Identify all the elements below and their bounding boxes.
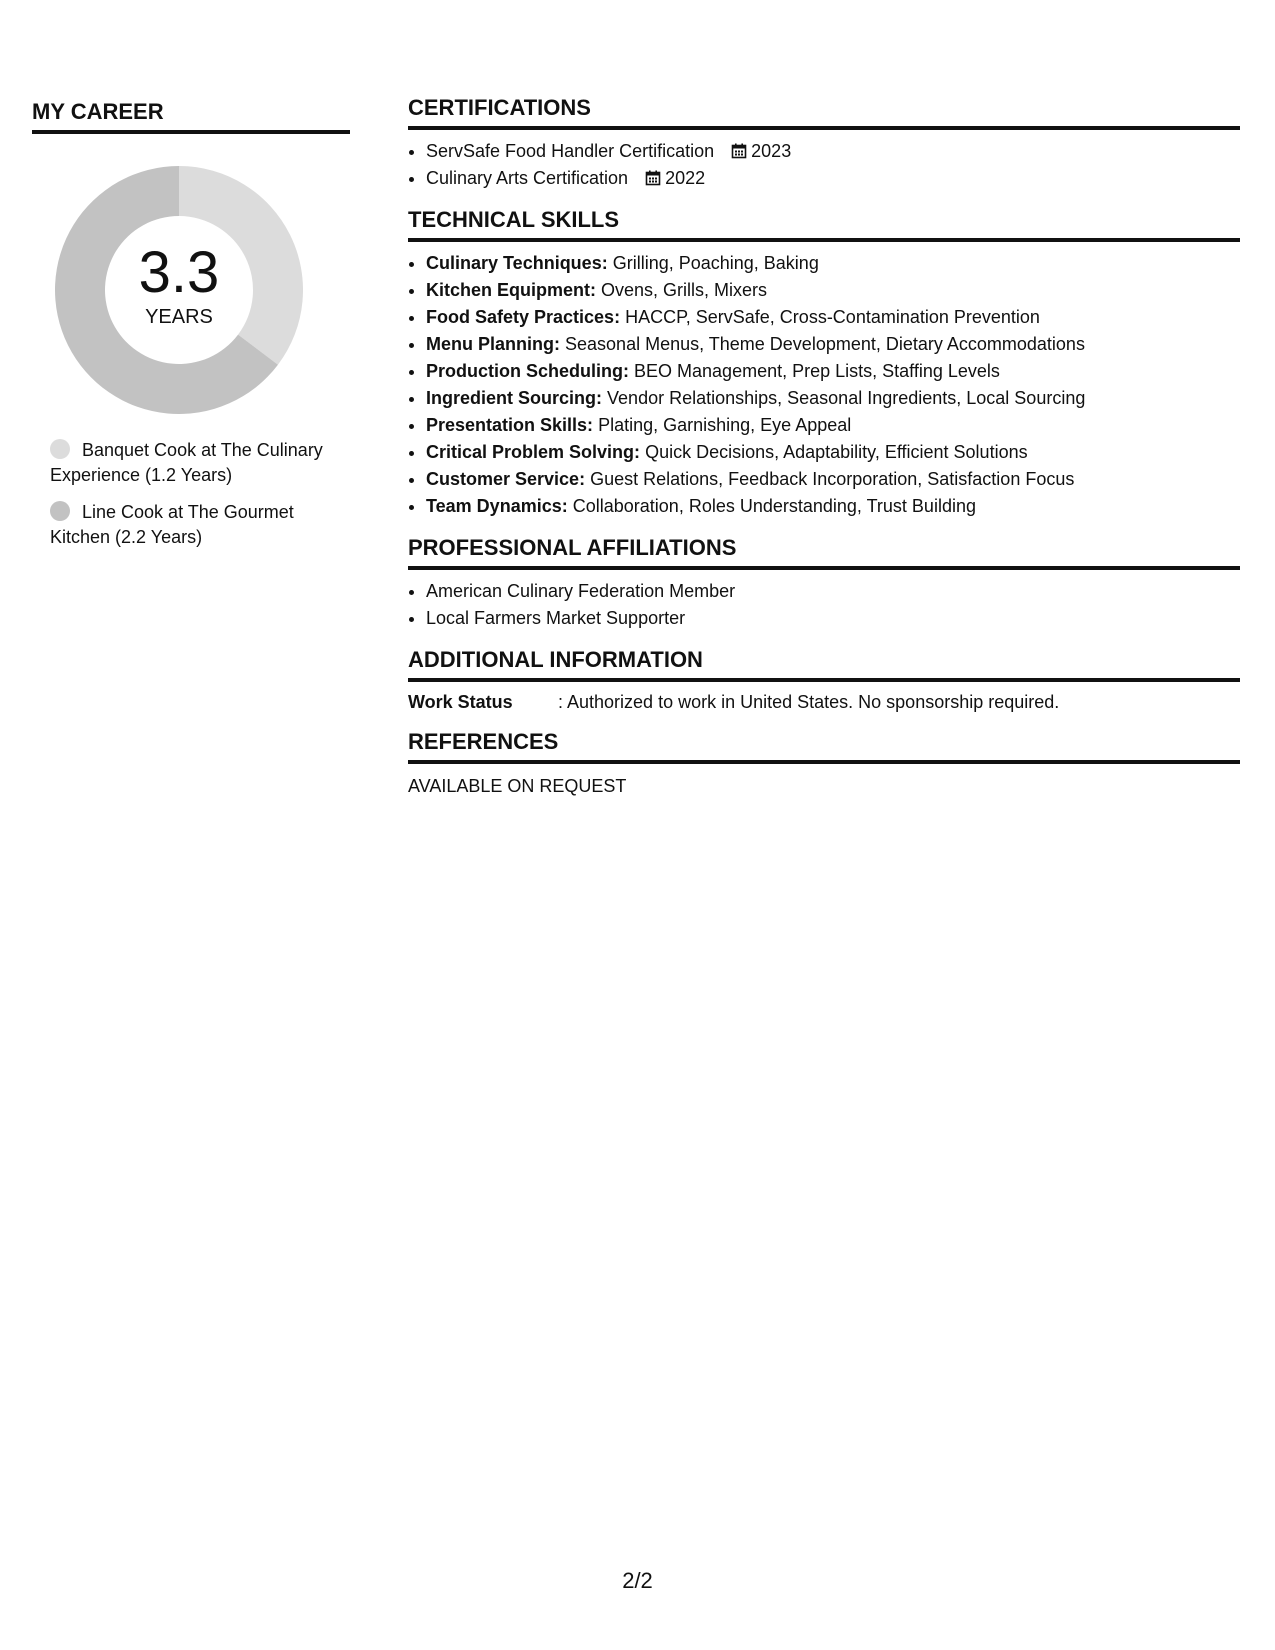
skill-value: Grilling, Poaching, Baking bbox=[612, 253, 819, 273]
certification-item bbox=[426, 138, 1240, 165]
skill-item bbox=[426, 466, 1240, 493]
donut-center bbox=[55, 166, 303, 414]
total-years-unit: YEARS bbox=[145, 305, 213, 328]
skill-value: BEO Management, Prep Lists, Staffing Levels bbox=[634, 361, 1000, 381]
skill-item bbox=[426, 439, 1240, 466]
work-status-value: : Authorized to work in United States. No sponsorship required. bbox=[558, 692, 1060, 712]
technical-skills-heading: TECHNICAL SKILLS bbox=[408, 208, 1240, 242]
additional-info-section bbox=[408, 648, 1240, 714]
career-heading: MY CAREER bbox=[32, 100, 350, 134]
skill-value: Ovens, Grills, Mixers bbox=[601, 280, 768, 300]
skill-value: Guest Relations, Feedback Incorporation, Satisfaction Focus bbox=[590, 469, 1075, 489]
technical-skills-section bbox=[408, 208, 1240, 520]
skill-value: HACCP, ServSafe, Cross-Contamination Prevention bbox=[625, 307, 1040, 327]
legend-item bbox=[50, 500, 340, 550]
certification-name: ServSafe Food Handler Certification bbox=[426, 141, 715, 161]
page-number: 2/2 bbox=[622, 1568, 653, 1593]
skill-item bbox=[426, 493, 1240, 520]
skill-label: Production Scheduling: bbox=[426, 361, 629, 381]
certification-year: 2022 bbox=[665, 168, 706, 188]
right-column bbox=[408, 96, 1240, 814]
skill-label: Menu Planning: bbox=[426, 334, 560, 354]
skill-item bbox=[426, 250, 1240, 277]
technical-skills-list bbox=[408, 250, 1240, 520]
references-section bbox=[408, 730, 1240, 798]
calendar-icon bbox=[731, 143, 747, 159]
left-column bbox=[32, 96, 350, 562]
skill-label: Culinary Techniques: bbox=[426, 253, 608, 273]
legend-item bbox=[50, 438, 340, 488]
skill-item bbox=[426, 331, 1240, 358]
certification-name: Culinary Arts Certification bbox=[426, 168, 629, 188]
skill-value: Vendor Relationships, Seasonal Ingredients, Local Sourcing bbox=[607, 388, 1086, 408]
skill-item bbox=[426, 385, 1240, 412]
certifications-heading: CERTIFICATIONS bbox=[408, 96, 1240, 130]
legend-label: Line Cook at The Gourmet Kitchen (2.2 Years) bbox=[50, 502, 294, 547]
skill-label: Customer Service: bbox=[426, 469, 586, 489]
career-donut-chart bbox=[55, 166, 303, 414]
affiliations-section bbox=[408, 536, 1240, 632]
skill-label: Kitchen Equipment: bbox=[426, 280, 596, 300]
skill-label: Team Dynamics: bbox=[426, 496, 568, 516]
affiliations-heading: PROFESSIONAL AFFILIATIONS bbox=[408, 536, 1240, 570]
additional-info-heading: ADDITIONAL INFORMATION bbox=[408, 648, 1240, 682]
skill-label: Critical Problem Solving: bbox=[426, 442, 641, 462]
certifications-list bbox=[408, 138, 1240, 192]
skill-value: Collaboration, Roles Understanding, Trust Building bbox=[572, 496, 976, 516]
skill-label: Presentation Skills: bbox=[426, 415, 594, 435]
skill-item bbox=[426, 412, 1240, 439]
total-years-value: 3.3 bbox=[138, 239, 220, 305]
skill-value: Seasonal Menus, Theme Development, Dietary Accommodations bbox=[565, 334, 1085, 354]
references-heading: REFERENCES bbox=[408, 730, 1240, 764]
affiliation-item: • Local Farmers Market Supporter bbox=[426, 605, 1240, 632]
skill-value: Quick Decisions, Adaptability, Efficient Solutions bbox=[645, 442, 1028, 462]
legend-dot-icon bbox=[50, 439, 70, 459]
references-text: AVAILABLE ON REQUEST bbox=[408, 776, 627, 796]
affiliation-item: • American Culinary Federation Member bbox=[426, 578, 1240, 605]
skill-value: Plating, Garnishing, Eye Appeal bbox=[598, 415, 852, 435]
certification-item bbox=[426, 165, 1240, 192]
certification-year: 2023 bbox=[751, 141, 792, 161]
affiliations-list bbox=[408, 578, 1240, 632]
skill-item bbox=[426, 358, 1240, 385]
skill-label: Food Safety Practices: bbox=[426, 307, 621, 327]
work-status-row bbox=[408, 690, 1240, 714]
certifications-section bbox=[408, 96, 1240, 192]
legend-dot-icon bbox=[50, 501, 70, 521]
calendar-icon bbox=[645, 170, 661, 186]
career-legend bbox=[50, 438, 340, 550]
skill-item bbox=[426, 277, 1240, 304]
skill-item bbox=[426, 304, 1240, 331]
skill-label: Ingredient Sourcing: bbox=[426, 388, 603, 408]
legend-label: Banquet Cook at The Culinary Experience (1.2 Years) bbox=[50, 440, 323, 485]
work-status-label: Work Status bbox=[408, 692, 513, 712]
